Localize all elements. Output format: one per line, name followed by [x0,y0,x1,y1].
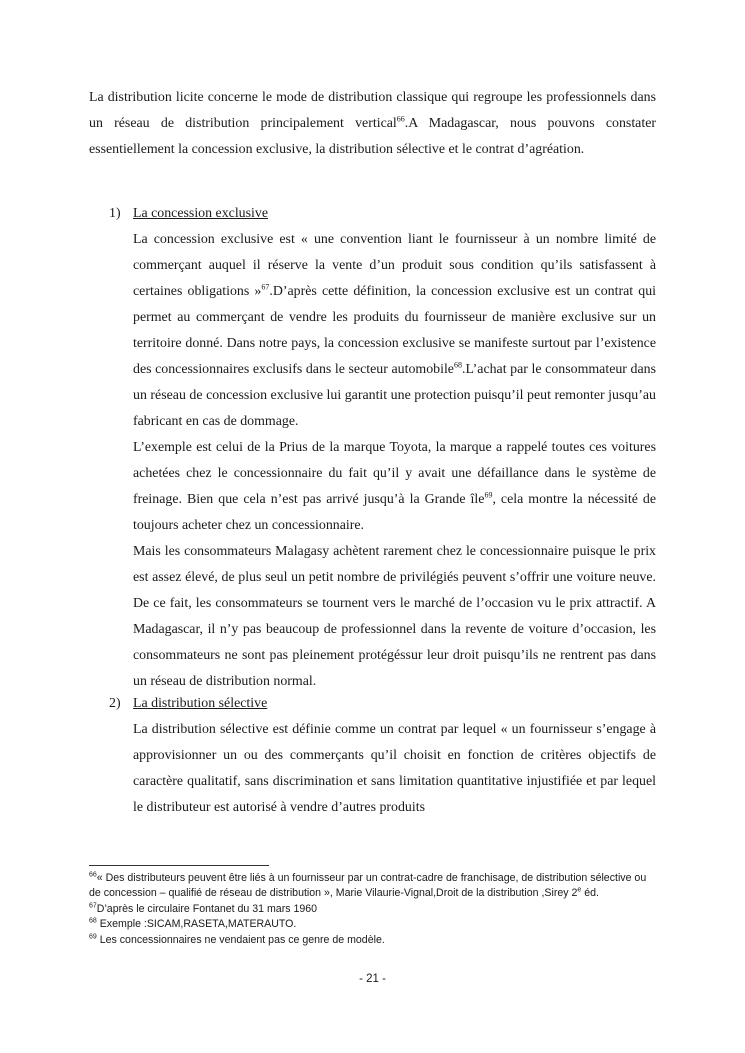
section-title: La distribution sélective [133,696,268,711]
paragraph: La concession exclusive est « une convention liant le fournisseur à un nombre limité de commerçant auquel il réserve la vente d’un produit sous condition qu’ils satisfassent à certaines obligations »$^{67}$.D’après cette définition, la concession exclusive est un contrat qui permet au commerçant de vendre les produits du fournisseur de manière exclusive sur un territoire donné. Dans notre pays, la concession exclusive se manifeste surtout par l’existence des concessionnaires exclusifs dans le secteur automobile$^{68}$.L’achat par le consommateur dans un réseau de concession exclusive lui garantit une protection puisqu’il peut remonter jusqu’au fabricant en cas de dommage. [133,232,657,429]
section-body [133,227,656,695]
section-number: 2) [109,696,121,711]
paragraph: La distribution sélective est définie comme un contrat par lequel « un fournisseur s’engage à approvisionner un ou des commerçants qu’il choisit en fonction de critères objectifs de caractère qualitatif, sans discrimination et sans limitation quantitative injustifiée et par lequel le distributeur est autorisé à vendre d’autres produits [133,722,656,815]
section-concession-exclusive [89,201,656,695]
footnotes [89,871,649,948]
footnote-ref-67[interactable]: 67 [261,282,270,292]
footnote-separator [89,865,269,866]
footnote-69: $^{69}$ Les concessionnaires ne vendaient pas ce genre de modèle. [89,933,385,946]
section-heading [89,201,656,227]
footnote-68: $^{68}$ Exemple :SICAM,RASETA,MATERAUTO. [89,917,297,931]
page-number: - 21 - [359,973,386,985]
paragraph: L’exemple est celui de la Prius de la marque Toyota, la marque a rappelé toutes ces voitures achetées chez le concessionnaire du fait qu’il y avait une défaillance dans le système de freinage. Bien que cela n’est pas arrivé jusqu’à la Grande île$^{69}$, cela montre la nécessité de toujours acheter chez un concessionnaire. [133,440,656,533]
footnote-66: $^{66}$« Des distributeurs peuvent être liés à un fournisseur par un contrat-cadre de franchisage, de distribution sélective ou de concession – qualifié de réseau de distribution », Marie Vilaurie-Vignal,Droit de la distribution ,Sirey 2e éd. [89,871,647,900]
paragraph: Mais les consommateurs Malagasy achètent rarement chez le concessionnaire puisque le prix est assez élevé, de plus seul un petit nombre de privilégiés peuvent s’offrir une voiture neuve. De ce fait, les consommateurs se tournent vers le marché de l’occasion vu le prix attractif. A Madagascar, il n’y pas beaucoup de professionnel dans la revente de voiture d’occasion, les consommateurs ne sont pas pleinement protégéssur leur droit puisqu’ils ne rentrent pas dans un réseau de distribution normal. [133,544,656,689]
section-body [133,717,656,821]
section-heading [89,691,656,717]
intro-paragraph: La distribution licite concerne le mode de distribution classique qui regroupe les professionnels dans un réseau de distribution principalement vertical$^{66}$.A Madagascar, nous pouvons constater essentiellement la concession exclusive, la distribution sélective et le contrat d’agréation. [89,90,656,157]
footnote-ref-66[interactable]: 66 [396,114,405,124]
footnote-ref-68[interactable]: 68 [453,360,462,370]
section-title: La concession exclusive [133,206,268,221]
section-number: 1) [109,206,121,221]
section-distribution-selective [89,691,656,821]
footnote-67: $^{67}$D’après le circulaire Fontanet du 31 mars 1960 [89,902,318,915]
footnote-ref-69[interactable]: 69 [484,490,493,500]
